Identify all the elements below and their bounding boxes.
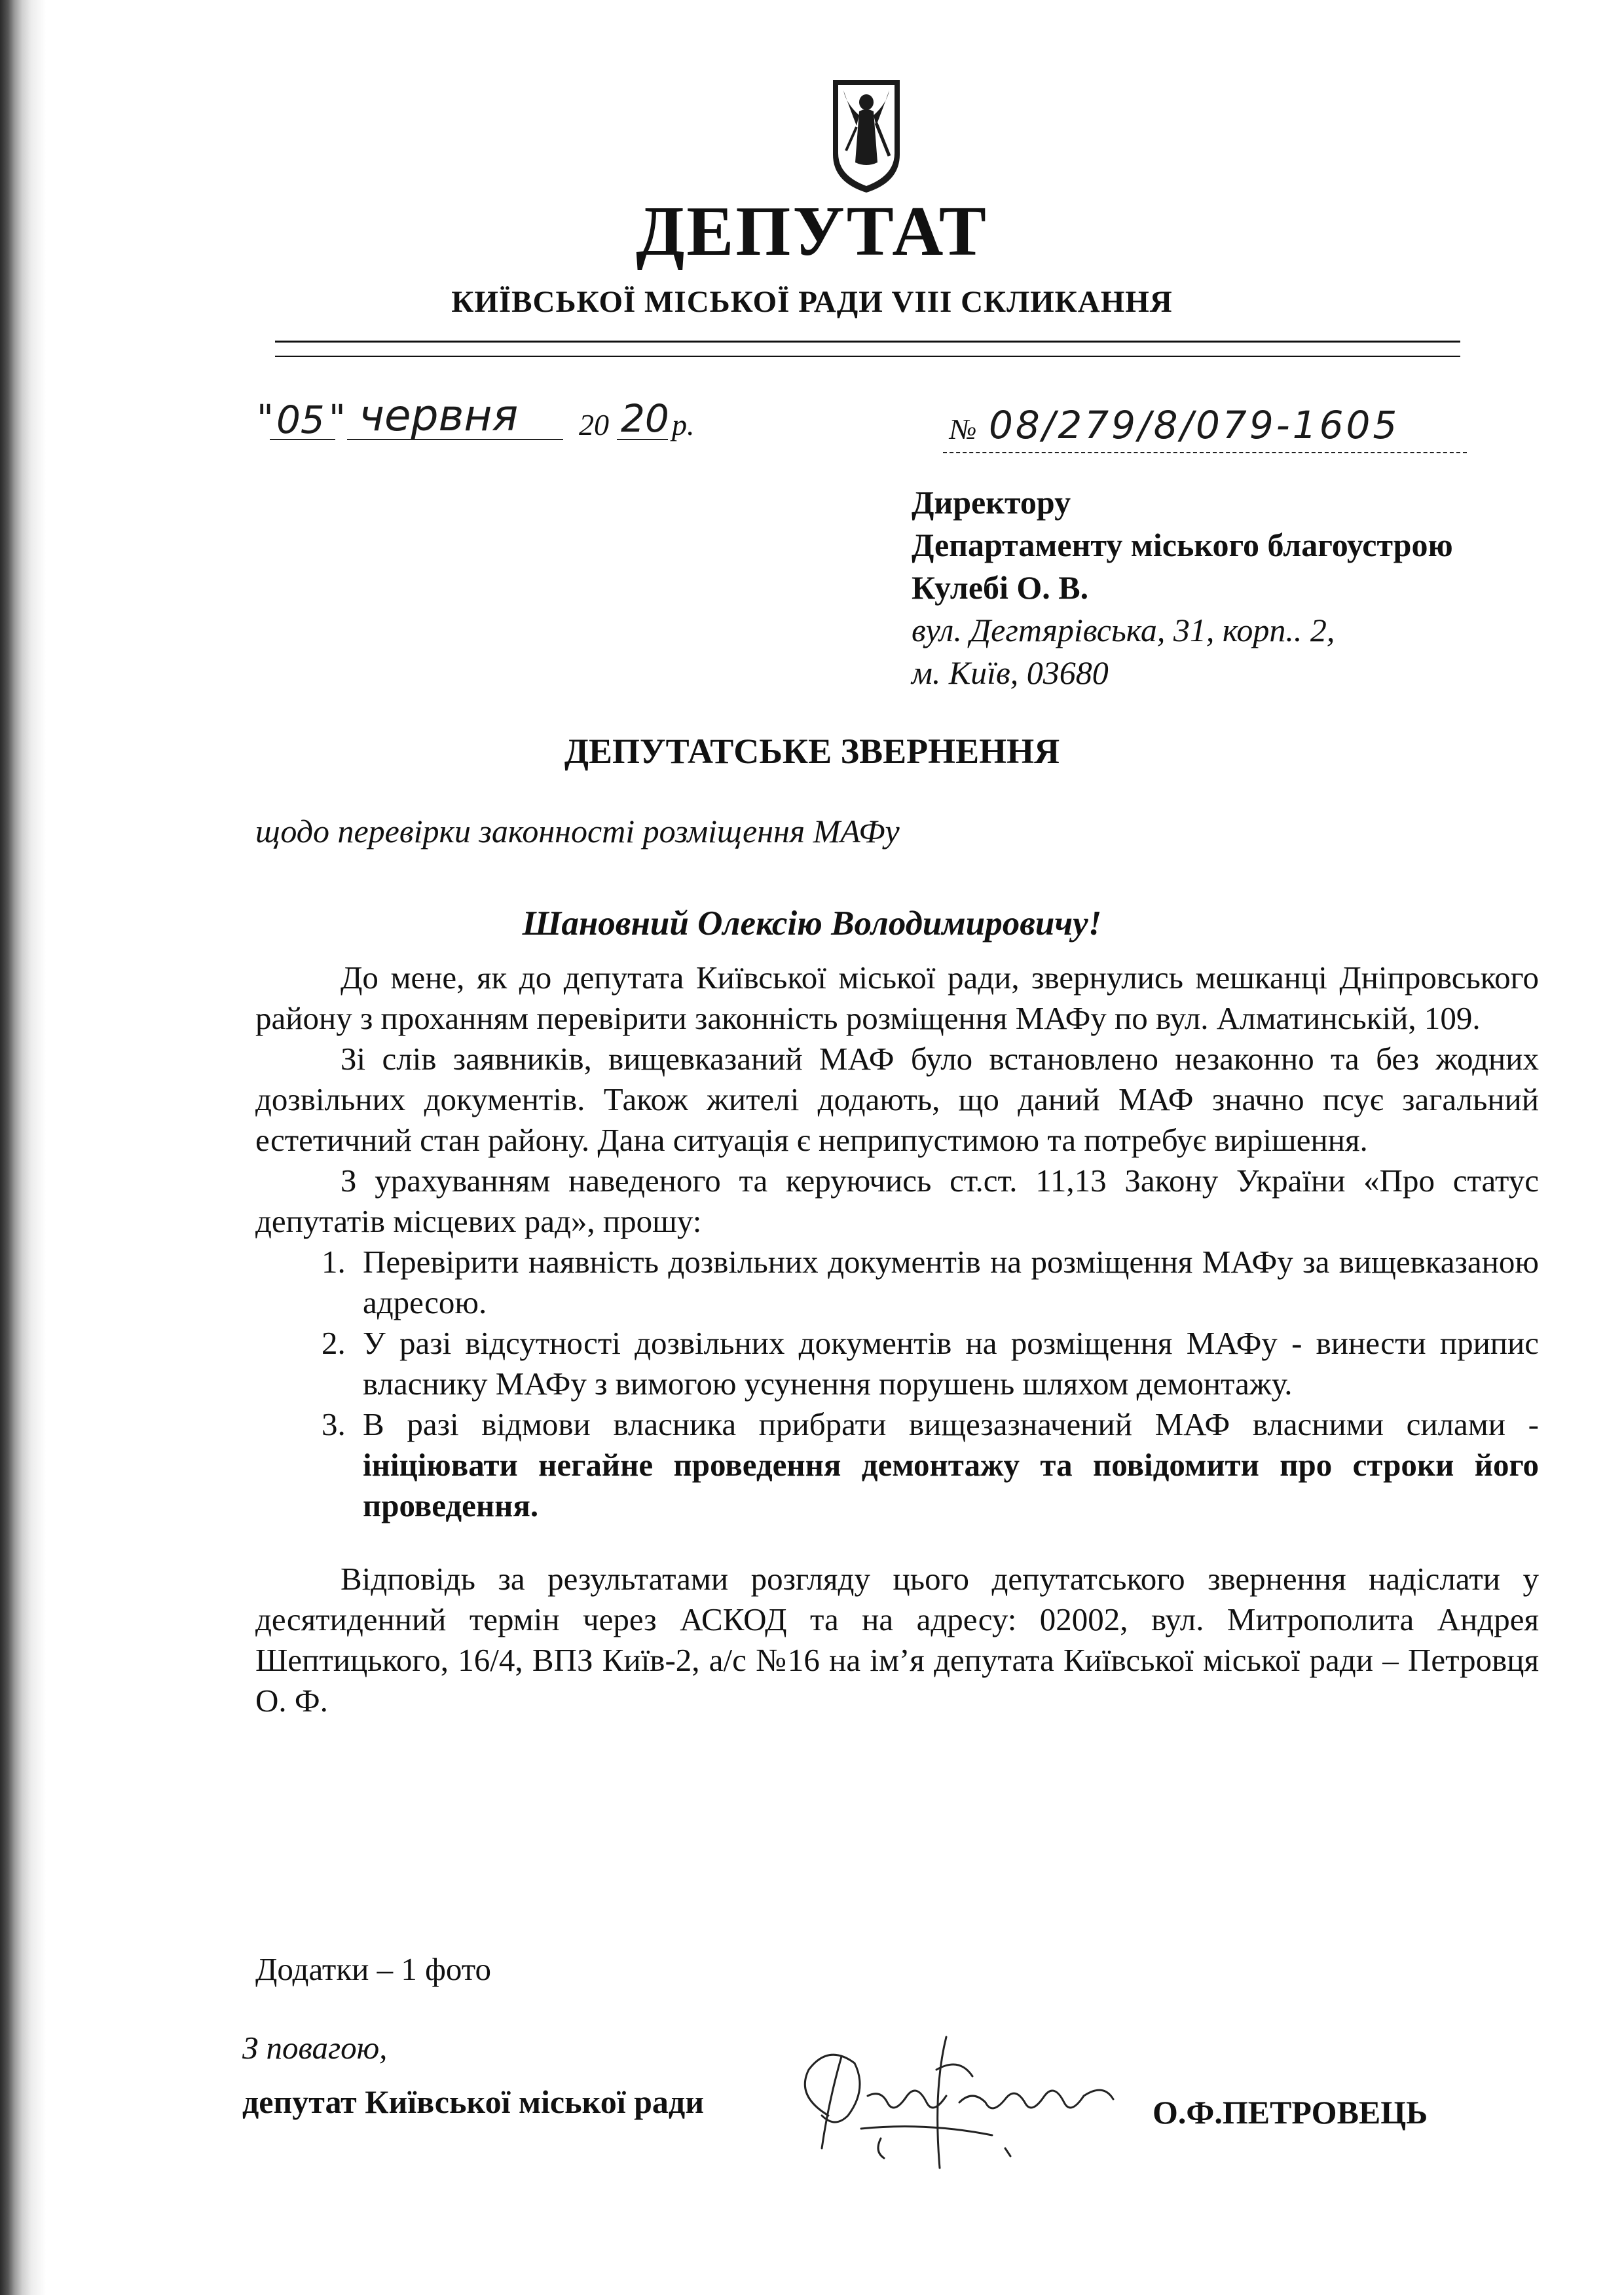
signatory-name: О.Ф.ПЕТРОВЕЦЬ xyxy=(1153,2094,1428,2131)
handwritten-signature-icon xyxy=(783,2017,1149,2181)
addressee-block xyxy=(912,481,1453,694)
date-year-suffix: 20 xyxy=(621,396,669,441)
paragraph-request-intro: З урахуванням наведеного та керуючись ст.ст. 11,13 Закону України «Про статус депутатів місцевих рад», прошу: xyxy=(255,1163,1539,1239)
addressee-department: Департаменту міського благоустрою xyxy=(912,527,1453,563)
reg-number-underline xyxy=(943,452,1467,453)
appeal-heading: ДЕПУТАТСЬКЕ ЗВЕРНЕННЯ xyxy=(564,732,1060,771)
signatory-position: депутат Київської міської ради xyxy=(242,2083,705,2120)
addressee-street: вул. Дегтярівська, 31, корп.. 2, xyxy=(912,612,1335,648)
paragraph-details: Зі слів заявників, вищевказаний МАФ було встановлено незаконно та без жодних дозвільних документів. Також жителі додають, що даний МАФ значно псує загальний естетичний стан району. Дана ситуація є неприпустимою та потребує вирішення. xyxy=(255,1041,1539,1158)
list-item xyxy=(354,1323,1539,1404)
paragraph-gap xyxy=(255,1526,1539,1559)
kyiv-coat-of-arms-icon xyxy=(830,77,902,195)
addressee-position: Директору xyxy=(912,484,1071,521)
reg-number-value: 08/279/8/079-1605 xyxy=(989,403,1400,447)
attachments: Додатки – 1 фото xyxy=(255,1951,491,1987)
list-item xyxy=(354,1242,1539,1323)
date-open-quote: " xyxy=(257,398,274,440)
list-item xyxy=(354,1404,1539,1526)
date-day-underline xyxy=(270,439,335,440)
request-bold-text: ініціювати негайне проведення демонтажу та повідомити про строки його проведення. xyxy=(363,1447,1539,1523)
date-year-underline xyxy=(617,439,668,440)
council-subtitle: КИЇВСЬКОЇ МІСЬКОЇ РАДИ VIII СКЛИКАННЯ xyxy=(451,285,1173,319)
requests-list xyxy=(255,1242,1539,1526)
date-close-quote: " xyxy=(329,398,346,440)
document-title: ДЕПУТАТ xyxy=(636,193,988,271)
paragraph-response: Відповідь за результатами розгляду цього депутатського звернення надіслати у десятиденний термін через АСКОД та на адресу: 02002, вул. Митрополита Андрея Шептицького, 16/4, ВПЗ Київ-2, а/с №16 на ім’я депутата Київської міської ради – Петровця О. Ф. xyxy=(255,1561,1539,1719)
appeal-subject: щодо перевірки законності розміщення МАФу xyxy=(255,813,900,849)
scan-edge-shadow xyxy=(0,0,46,2295)
date-year-prefix: 20 xyxy=(579,408,609,441)
paragraph-intro: До мене, як до депутата Київської міської ради, звернулись мешканці Дніпровського району з проханням перевірити законність розміщення МАФу по вул. Алматинській, 109. xyxy=(255,960,1539,1036)
request-text: В разі відмови власника прибрати вищезазначений МАФ власними силами - xyxy=(363,1406,1539,1442)
date-day: 05 xyxy=(276,398,325,442)
salutation: Шановний Олексію Володимировичу! xyxy=(522,905,1102,942)
regards: З повагою, xyxy=(242,2030,388,2066)
reg-number-label: № xyxy=(950,413,977,445)
header-rule-bottom xyxy=(275,356,1460,357)
appeal-body xyxy=(255,958,1539,1721)
date-year-unit: р. xyxy=(672,408,695,441)
date-month-underline xyxy=(347,439,563,440)
addressee-city: м. Київ, 03680 xyxy=(912,654,1109,691)
header-rule-top xyxy=(275,341,1460,343)
addressee-name: Кулебі О. В. xyxy=(912,569,1089,606)
date-month: червня xyxy=(359,390,519,441)
request-text: Перевірити наявність дозвільних документів на розміщення МАФу за вищевказаною адресою. xyxy=(363,1244,1539,1320)
request-text: У разі відсутності дозвільних документів на розміщення МАФу - винести припис власнику МАФу з вимогою усунення порушень шляхом демонтажу. xyxy=(363,1325,1539,1402)
